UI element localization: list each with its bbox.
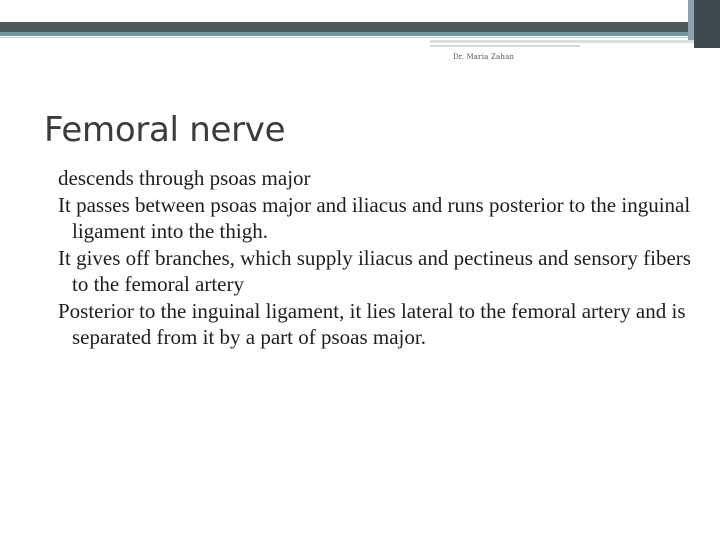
slide-corner-accent bbox=[688, 0, 694, 40]
slide-corner-block bbox=[694, 0, 720, 48]
slide-author: Dr. Maria Zahan bbox=[453, 53, 515, 61]
bullet-item: Posterior to the inguinal ligament, it lies lateral to the femoral artery and is separated from it by a part of psoas major. bbox=[58, 298, 686, 349]
slide-header-accent-bar bbox=[0, 32, 720, 36]
slide-header-bar bbox=[0, 22, 720, 32]
slide-title: Femoral nerve bbox=[44, 110, 286, 150]
bullet-item: It gives off branches, which supply iliacus and pectineus and sensory fibers to the femoral artery bbox=[58, 245, 691, 296]
slide-header-strip bbox=[430, 40, 694, 43]
bullet-item: It passes between psoas major and iliacus and runs posterior to the inguinal ligament into the thigh. bbox=[58, 192, 691, 243]
slide-header-strip-short bbox=[430, 45, 580, 47]
slide-header-rule bbox=[0, 37, 720, 38]
slide-bullet-list bbox=[58, 165, 698, 351]
bullet-item: descends through psoas major bbox=[58, 166, 311, 190]
